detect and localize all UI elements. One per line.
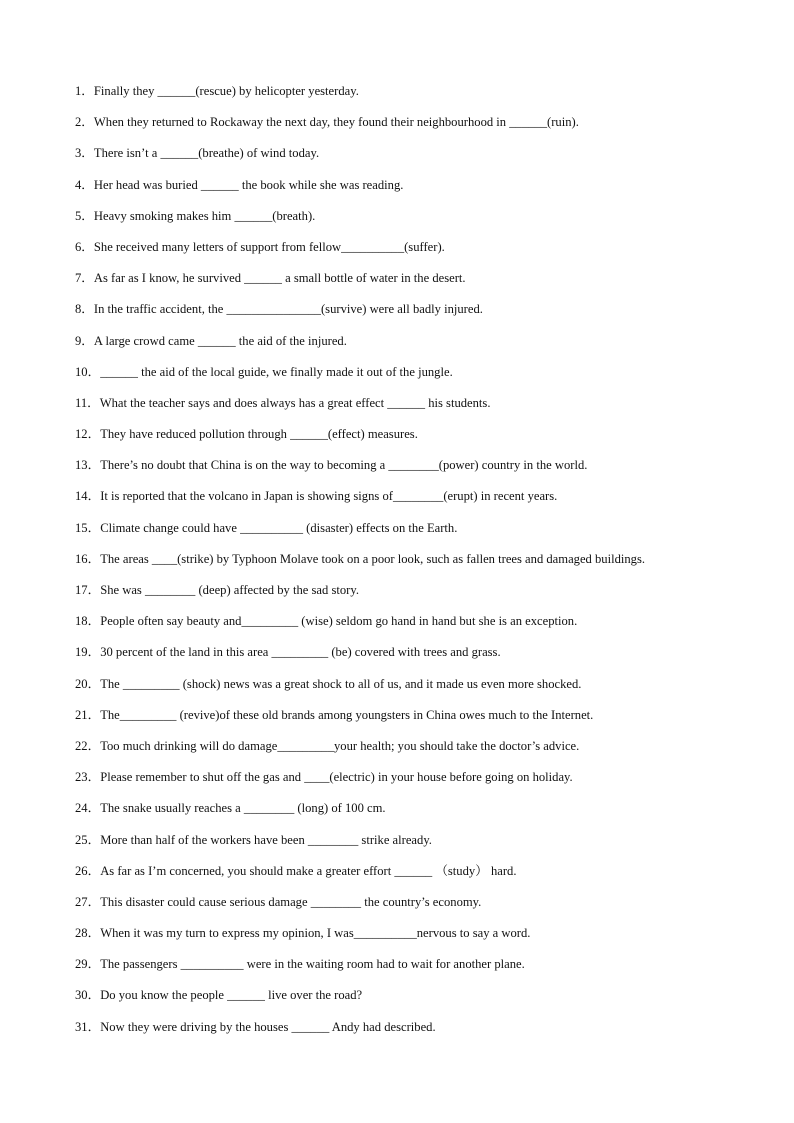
question-item [75, 737, 775, 768]
question-item [75, 799, 775, 830]
question-item [75, 643, 775, 674]
question-item [75, 924, 775, 955]
question-item [75, 893, 775, 924]
question-text: People often say beauty and_________ (wise) seldom go hand in hand but she is an exception. [100, 614, 578, 629]
question-text: Too much drinking will do damage_________your health; you should take the doctor’s advice. [100, 738, 580, 753]
question-item [75, 986, 775, 1017]
question-text: When they returned to Rockaway the next day, they found their neighbourhood in ______(ruin). [93, 115, 579, 130]
question-text: Heavy smoking makes him ______(breath). [93, 208, 316, 223]
question-number: 7． [75, 271, 94, 286]
question-item [75, 207, 775, 238]
question-item [75, 176, 775, 207]
question-number: 23． [75, 770, 101, 785]
question-text: As far as I’m concerned, you should make a greater effort ______ （study） hard. [100, 863, 517, 878]
question-text: ______ the aid of the local guide, we finally made it out of the jungle. [100, 364, 453, 379]
question-text: She was ________ (deep) affected by the sad story. [100, 583, 359, 597]
question-number: 10． [75, 364, 101, 379]
question-number: 8． [75, 302, 94, 317]
question-text: As far as I know, he survived ______ a small bottle of water in the desert. [93, 271, 466, 286]
question-number: 5． [75, 208, 94, 223]
question-item [75, 269, 775, 300]
question-item [75, 300, 775, 331]
question-text: Her head was buried ______ the book while she was reading. [93, 177, 404, 192]
question-item [75, 425, 775, 456]
question-text: The snake usually reaches a ________ (long) of 100 cm. [100, 801, 386, 816]
question-item [75, 519, 775, 550]
question-number: 24． [75, 801, 101, 816]
question-text: When it was my turn to express my opinion, I was__________nervous to say a word. [100, 926, 531, 941]
question-item [75, 831, 775, 862]
question-item [75, 768, 775, 799]
question-number: 16． [75, 551, 101, 566]
question-item [75, 363, 775, 394]
question-text: The areas ____(strike) by Typhoon Molave took on a poor look, such as fallen trees and damaged buildings. [100, 551, 646, 566]
question-list [75, 82, 775, 1049]
question-text: Please remember to shut off the gas and ____(electric) in your house before going on holiday. [100, 770, 573, 785]
question-number: 17． [75, 583, 101, 597]
question-number: 27． [75, 894, 101, 909]
question-text: In the traffic accident, the _______________(survive) were all badly injured. [93, 302, 483, 317]
question-text: More than half of the workers have been ________ strike already. [100, 832, 432, 847]
question-item [75, 487, 775, 518]
question-number: 6． [75, 239, 94, 254]
question-number: 4． [75, 177, 94, 192]
question-text: The _________ (shock) news was a great shock to all of us, and it made us even more shocked. [100, 676, 582, 691]
question-item [75, 550, 775, 581]
question-number: 28． [75, 926, 101, 941]
question-number: 13． [75, 458, 101, 473]
question-item [75, 955, 775, 986]
question-text: Now they were driving by the houses ______ Andy had described. [100, 1019, 436, 1034]
question-number: 19． [75, 645, 101, 660]
question-number: 31． [75, 1019, 101, 1034]
question-item [75, 706, 775, 737]
question-number: 20． [75, 676, 101, 691]
question-number: 21． [75, 707, 101, 722]
question-number: 1． [75, 84, 94, 98]
question-number: 22． [75, 738, 101, 753]
question-number: 11． [75, 395, 100, 410]
question-item [75, 332, 775, 363]
question-item [75, 82, 775, 113]
question-text: This disaster could cause serious damage ________ the country’s economy. [100, 894, 482, 909]
question-number: 25． [75, 832, 101, 847]
question-text: It is reported that the volcano in Japan is showing signs of________(erupt) in recent years. [100, 489, 558, 504]
question-text: She received many letters of support from fellow__________(suffer). [93, 239, 445, 254]
question-item [75, 612, 775, 643]
question-number: 12． [75, 427, 101, 442]
question-item [75, 456, 775, 487]
question-number: 9． [75, 333, 94, 348]
question-item [75, 238, 775, 269]
question-number: 29． [75, 957, 101, 972]
question-text: There’s no doubt that China is on the way to becoming a ________(power) country in the world. [100, 458, 588, 473]
question-text: Finally they ______(rescue) by helicopter yesterday. [93, 84, 359, 98]
question-item [75, 675, 775, 706]
question-number: 30． [75, 988, 101, 1003]
question-text: Do you know the people ______ live over the road? [100, 988, 363, 1003]
question-number: 18． [75, 614, 101, 629]
question-item [75, 581, 775, 612]
question-text: Climate change could have __________ (disaster) effects on the Earth. [100, 520, 458, 535]
question-item [75, 1018, 775, 1049]
question-text: What the teacher says and does always has a great effect ______ his students. [99, 395, 491, 410]
question-item [75, 862, 775, 893]
question-item [75, 144, 775, 175]
question-number: 14． [75, 489, 101, 504]
question-item [75, 394, 775, 425]
question-number: 3． [75, 146, 94, 161]
question-number: 2． [75, 115, 94, 130]
question-text: There isn’t a ______(breathe) of wind today. [93, 146, 320, 161]
question-item [75, 113, 775, 144]
question-number: 26． [75, 863, 101, 878]
question-text: The_________ (revive)of these old brands among youngsters in China owes much to the Internet. [100, 707, 594, 722]
question-text: 30 percent of the land in this area _________ (be) covered with trees and grass. [100, 645, 501, 660]
question-text: The passengers __________ were in the waiting room had to wait for another plane. [100, 957, 525, 972]
question-text: They have reduced pollution through ______(effect) measures. [100, 427, 418, 442]
question-number: 15． [75, 520, 101, 535]
question-text: A large crowd came ______ the aid of the injured. [93, 333, 347, 348]
